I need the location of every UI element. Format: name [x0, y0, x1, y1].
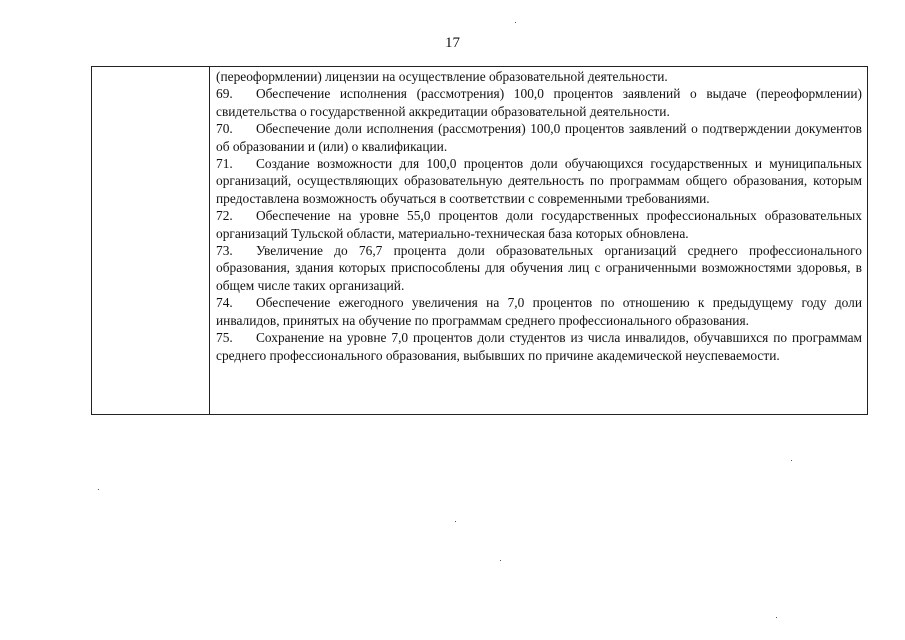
- list-item: [216, 68, 862, 85]
- item-text: Увеличение до 76,7 процента доли образовательных организаций среднего профессионального образования, здания которых приспособлены для обучения лиц с ограниченными возможностями здоровья, в общем числе таких организаций.: [216, 243, 862, 293]
- document-table: [91, 66, 868, 415]
- page-number: 17: [445, 35, 460, 51]
- item-text: Обеспечение исполнения (рассмотрения) 100,0 процентов заявлений о выдаче (переоформлении) свидетельства о государственной аккредитации образовательной деятельности.: [216, 86, 862, 119]
- scan-speck: [515, 22, 516, 23]
- scan-speck: [500, 560, 501, 561]
- item-text: Создание возможности для 100,0 процентов доли обучающихся государственных и муниципальных организаций, осуществляющих образовательную деятельность по программам общего образования, которым предоставлена возможность обучаться в соответствии с современными требованиями.: [216, 156, 862, 206]
- item-number: 74.: [216, 295, 233, 311]
- item-number: 71.: [216, 156, 233, 172]
- scan-speck: [776, 617, 777, 618]
- item-number: 69.: [216, 86, 233, 102]
- item-number: 70.: [216, 121, 233, 137]
- list-item: [216, 242, 862, 294]
- list-item: [216, 329, 862, 364]
- item-text: (переоформлении) лицензии на осуществление образовательной деятельности.: [216, 69, 668, 84]
- list-item: [216, 207, 862, 242]
- list-item: [216, 294, 862, 329]
- item-text: Сохранение на уровне 7,0 процентов доли студентов из числа инвалидов, обучавшихся по программам среднего профессионального образования, выбывших по причине академической неуспеваемости.: [216, 330, 862, 363]
- item-number: 72.: [216, 208, 233, 224]
- list-item: [216, 120, 862, 155]
- scan-speck: [791, 460, 792, 461]
- item-text: Обеспечение доли исполнения (рассмотрения) 100,0 процентов заявлений о подтверждении документов об образовании и (или) о квалификации.: [216, 121, 862, 154]
- scan-speck: [455, 521, 456, 522]
- list-item: [216, 85, 862, 120]
- table-left-cell: [92, 67, 210, 414]
- item-text: Обеспечение на уровне 55,0 процентов доли государственных профессиональных образовательных организаций Тульской области, материально-техническая база которых обновлена.: [216, 208, 862, 241]
- item-number: 73.: [216, 243, 233, 259]
- scan-speck: [98, 489, 99, 490]
- table-right-cell: [210, 67, 867, 414]
- list-item: [216, 155, 862, 207]
- item-text: Обеспечение ежегодного увеличения на 7,0 процентов по отношению к предыдущему году доли инвалидов, принятых на обучение по программам среднего профессионального образования.: [216, 295, 862, 328]
- item-number: 75.: [216, 330, 233, 346]
